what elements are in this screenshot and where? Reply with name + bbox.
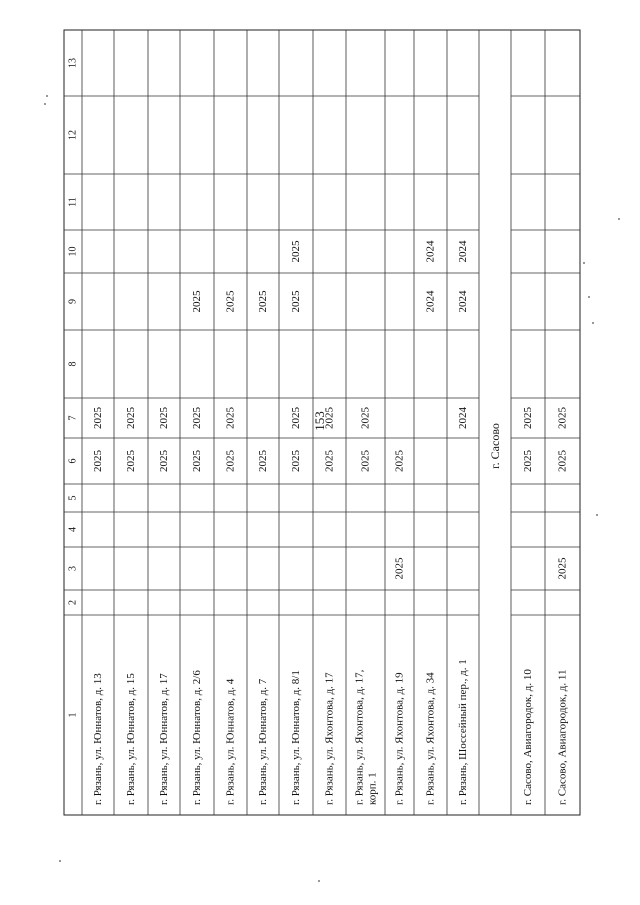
column-header-label: 6 xyxy=(67,458,79,464)
address-cell: г. Рязань, ул. Яхонтова, д. 19 xyxy=(393,672,406,805)
scan-speck xyxy=(592,322,594,324)
column-header-label: 13 xyxy=(67,58,79,68)
column-header-label: 10 xyxy=(67,246,79,257)
year-cell: 2024 xyxy=(424,240,437,263)
column-header-label: 4 xyxy=(67,527,79,532)
year-cell: 2025 xyxy=(191,450,203,472)
year-cell: 2025 xyxy=(393,557,406,580)
address-cell: г. Рязань, ул. Юннатов, д. 13 xyxy=(92,673,104,805)
year-cell: 2025 xyxy=(359,407,372,429)
year-cell: 2024 xyxy=(457,407,469,429)
year-cell: 2025 xyxy=(556,407,569,429)
address-cell: г. Рязань, Шоссейный пер., д. 1 xyxy=(457,659,469,805)
year-cell: 2025 xyxy=(290,240,302,263)
scan-speck xyxy=(583,262,585,264)
year-cell: 2025 xyxy=(323,407,336,429)
address-cell: г. Рязань, ул. Юннатов, д. 7 xyxy=(257,678,269,805)
address-cell: г. Рязань, ул. Юннатов, д. 17 xyxy=(158,673,170,805)
year-cell: 2025 xyxy=(158,407,170,429)
year-cell: 2025 xyxy=(125,450,137,472)
address-cell: г. Рязань, ул. Яхонтова, д. 17, xyxy=(353,669,366,805)
year-cell: 2025 xyxy=(359,450,372,472)
address-cell: корп. 1 xyxy=(366,772,379,805)
year-cell: 2025 xyxy=(522,407,534,429)
column-header-label: 2 xyxy=(67,600,79,605)
scan-speck xyxy=(46,95,48,97)
scan-speck xyxy=(44,103,46,105)
year-cell: 2025 xyxy=(92,407,104,429)
column-header-label: 5 xyxy=(67,495,79,501)
address-cell: г. Рязань, ул. Юннатов, д. 15 xyxy=(125,673,137,805)
year-cell: 2025 xyxy=(191,407,203,429)
year-cell: 2025 xyxy=(224,290,237,313)
column-header-label: 1 xyxy=(67,712,79,718)
address-cell: г. Рязань, ул. Юннатов, д. 8/1 xyxy=(290,670,302,805)
scan-speck xyxy=(596,514,598,516)
year-cell: 2025 xyxy=(556,557,569,580)
table-border xyxy=(64,30,580,815)
year-cell: 2025 xyxy=(290,450,302,472)
address-cell: г. Сасово, Авиагородок, д. 10 xyxy=(522,669,534,805)
scan-speck xyxy=(59,860,61,862)
year-cell: 2025 xyxy=(191,290,203,313)
column-header-label: 12 xyxy=(67,130,79,140)
address-cell: г. Рязань, ул. Яхонтова, д. 34 xyxy=(424,672,437,805)
column-header-label: 9 xyxy=(67,299,79,304)
year-cell: 2025 xyxy=(556,450,569,472)
year-cell: 2024 xyxy=(457,240,469,263)
scan-speck xyxy=(618,218,620,220)
column-header-label: 7 xyxy=(67,415,79,421)
year-cell: 2024 xyxy=(424,290,437,313)
scan-speck xyxy=(318,880,320,882)
year-cell: 2025 xyxy=(290,407,302,429)
year-cell: 2025 xyxy=(257,450,269,472)
year-cell: 2025 xyxy=(92,450,104,472)
section-label: г. Сасово xyxy=(488,423,502,469)
year-cell: 2025 xyxy=(393,450,406,472)
address-cell: г. Рязань, ул. Юннатов, д. 4 xyxy=(224,678,237,805)
year-cell: 2025 xyxy=(224,407,237,429)
year-cell: 2025 xyxy=(290,290,302,313)
year-cell: 2025 xyxy=(125,407,137,429)
column-header-label: 3 xyxy=(67,566,79,571)
column-header-label: 8 xyxy=(67,361,79,367)
address-cell: г. Рязань, ул. Яхонтова, д. 17 xyxy=(323,672,336,805)
year-cell: 2024 xyxy=(457,290,469,313)
year-cell: 2025 xyxy=(158,450,170,472)
address-cell: г. Сасово, Авиагородок, д. 11 xyxy=(556,669,569,805)
year-cell: 2025 xyxy=(257,290,269,313)
year-cell: 2025 xyxy=(323,450,336,472)
page-number: 153 xyxy=(312,411,327,431)
address-cell: г. Рязань, ул. Юннатов, д. 2/6 xyxy=(191,670,203,805)
year-cell: 2025 xyxy=(224,450,237,472)
scan-speck xyxy=(588,296,590,298)
year-cell: 2025 xyxy=(522,450,534,472)
column-header-label: 11 xyxy=(67,197,79,207)
